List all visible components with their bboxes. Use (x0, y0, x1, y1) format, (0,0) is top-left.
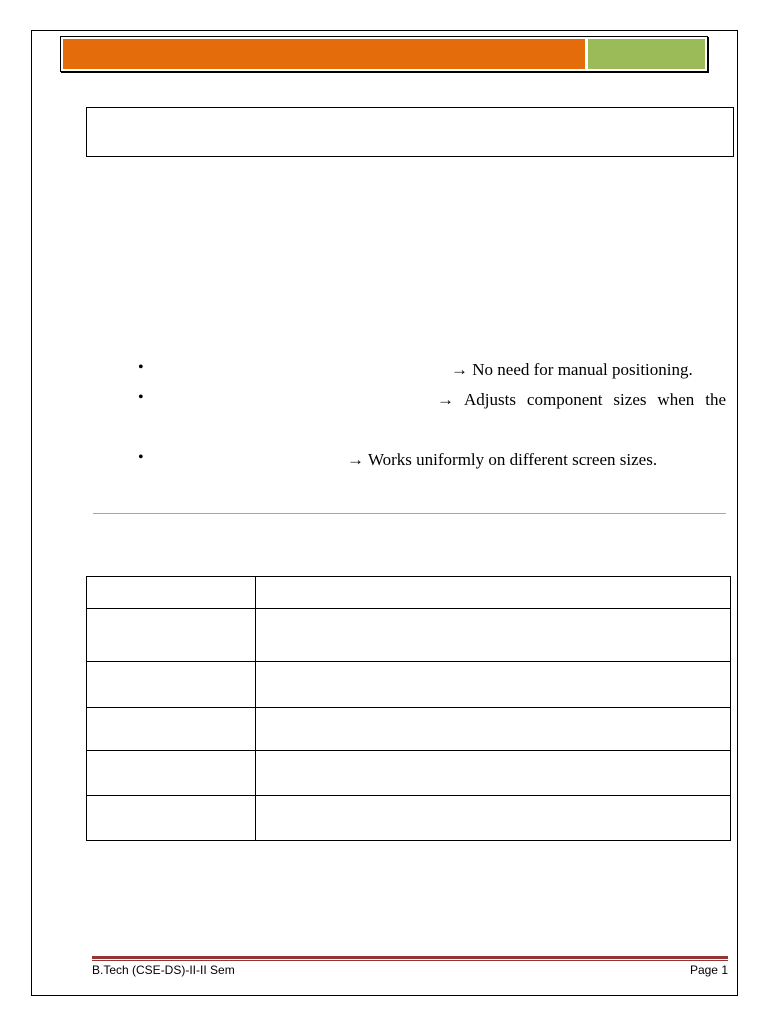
table-cell (256, 751, 731, 796)
table-row (87, 577, 731, 609)
footer-course-label: B.Tech (CSE-DS)-II-II Sem (92, 963, 235, 977)
table-cell (256, 609, 731, 662)
table-row (87, 751, 731, 796)
bullet-icon: • (138, 389, 144, 406)
table-row (87, 662, 731, 708)
list-item (138, 388, 728, 448)
table-row (87, 609, 731, 662)
bullet-icon: • (138, 359, 144, 376)
bullet-list (138, 358, 728, 478)
table-row (87, 708, 731, 751)
table-cell (87, 751, 256, 796)
footer-rule-thin (92, 960, 728, 961)
header-color-bar (60, 36, 708, 72)
table-cell (87, 796, 256, 841)
table-cell (256, 796, 731, 841)
data-table (86, 576, 731, 841)
footer-rule (92, 956, 728, 959)
title-box (86, 107, 734, 157)
table-cell (87, 577, 256, 609)
table-cell (256, 662, 731, 708)
table-cell (256, 577, 731, 609)
table-cell (256, 708, 731, 751)
footer-page-number: Page 1 (689, 963, 728, 977)
bullet-text: → Works uniformly on different screen sizes. (347, 450, 658, 469)
bullet-text: → Adjusts component sizes when the (437, 390, 726, 409)
table-row (87, 796, 731, 841)
list-item (138, 448, 728, 478)
table-cell (87, 609, 256, 662)
section-divider (93, 513, 726, 514)
header-orange-segment (63, 39, 585, 69)
table-cell (87, 708, 256, 751)
bullet-icon: • (138, 449, 144, 466)
header-green-segment (588, 39, 705, 69)
page-footer (92, 963, 728, 977)
bullet-text: → No need for manual positioning. (451, 360, 693, 379)
table-cell (87, 662, 256, 708)
list-item (138, 358, 728, 388)
